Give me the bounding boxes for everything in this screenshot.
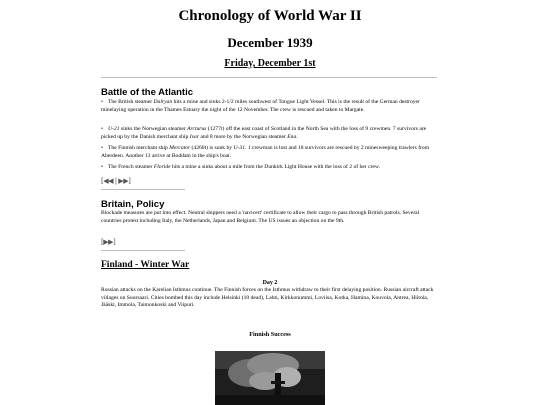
section-title-policy: Britain, Policy — [101, 199, 165, 210]
policy-text: Blockade measures are put into effect. Neutral shippers need a 'navicert' certificate to allow their cargo to pass through British patrols. Several countries protest including Italy, the Netherlands, Japan and Belgium. The US issues an objection on the 9th. — [101, 210, 420, 224]
page-title: Chronology of World War II — [178, 8, 362, 24]
finland-text: Russian attacks on the Karelian Isthmus continue. The Finnish forces on the Isthmus withdraw to their first delaying position. Russian aircraft attack villages on Suursaari. Cities bombed this day include Helsinki (10 dead), Lahti, Kirkkonummi, Loviisa, Kotka, Hamina, Kouvola, Antrea, Hiitola, Jääski, Immola, Taimonkoski and Viipuri. — [101, 287, 434, 308]
finnish-success-photo — [215, 351, 325, 405]
section-title-finland[interactable]: Finland - Winter War — [101, 260, 190, 270]
list-item: • U-21 sinks the Norwegian steamer Arcturus (1277t) off the east coast of Scotland in the North Sea with the loss of 9 crewmen. 7 survivors are picked up by the Danish merchant ship Ivar and 8 more by the Norwegian steamer Ena. — [101, 126, 427, 140]
divider — [101, 250, 185, 251]
list-item: • The Finnish merchant ship Mercator (4260t) is sunk by U-31. 1 crewman is lost and 18 survivors are rescued by 2 minesweeping trawlers from Aberdeen. Another 13 arrive at Boddam in the ship's boat. — [101, 145, 430, 159]
list-item: • The British steamer Dalryan hits a mine and sinks 2-1/2 miles southwest of Tongue Light Vessel. This is the result of the German destroyer minelaying operation in the Thames Estuary the night of the 12 November. The crew is rescued and taken to Margate. — [101, 99, 420, 113]
prev-next-nav[interactable]: [◀◀ | ▶▶] — [101, 177, 131, 185]
photo-caption: Finnish Success — [249, 331, 291, 338]
divider — [101, 77, 437, 78]
next-nav[interactable]: [▶▶] — [101, 238, 116, 246]
list-item: • The French steamer Floride hits a mine a sinks about a mile from the Dunkirk Light House with the loss of 2 of her crew. — [101, 164, 380, 170]
section-title-atlantic: Battle of the Atlantic — [101, 87, 194, 98]
date-link[interactable]: Friday, December 1st — [224, 58, 316, 69]
month-heading: December 1939 — [227, 35, 313, 50]
day-heading: Day 2 — [262, 280, 278, 286]
divider — [101, 189, 185, 190]
